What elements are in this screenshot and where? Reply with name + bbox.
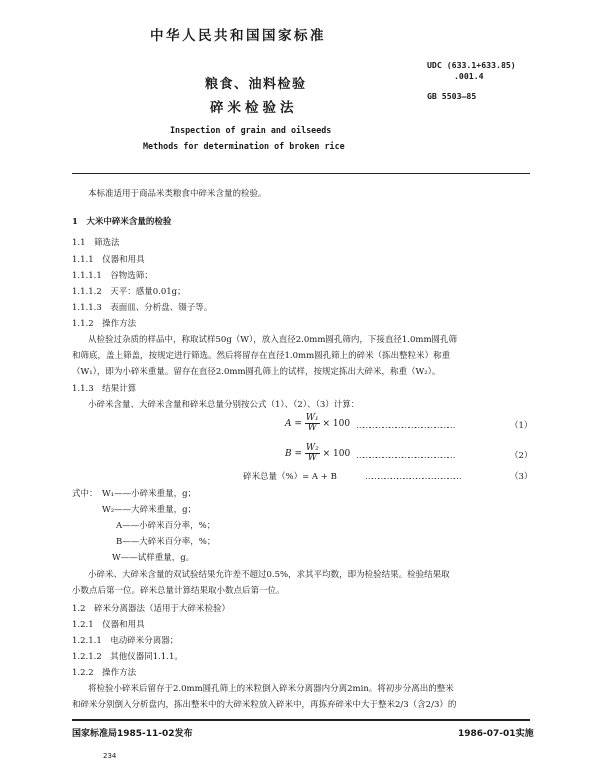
formula-1-denominator: W	[307, 423, 317, 433]
formula-3-number: （3）	[510, 472, 533, 482]
intro-paragraph: 本标准适用于商品米类粮食中碎米含量的检验。	[88, 189, 267, 199]
formula-1-fraction	[305, 414, 320, 433]
section-1-heading: 1 大米中碎米含量的检验	[72, 217, 172, 227]
method-line-1: 从检验过杂质的样品中，称取试样50g（W），放入直径2.0mm圆孔筛内，下接直径1.0mm圆孔筛	[88, 335, 458, 345]
gb-code: GB 5503—85	[427, 91, 477, 101]
formula-1	[285, 414, 350, 434]
udc-code-line1: UDC (633.1+633.85)	[427, 60, 516, 70]
formula-2-numerator: W₂	[305, 443, 319, 453]
formula-2-leader: ………………………………………	[356, 451, 454, 461]
tolerance-line-1: 小碎米、大碎米含量的双试验结果允许差不超过0.5%，求其平均数，即为检验结果。检验结果取	[88, 570, 450, 580]
formula-1-rhs: × 100	[322, 419, 351, 429]
formula-2-fraction	[305, 444, 320, 463]
effective-date: 1986-07-01实施	[458, 729, 534, 739]
operation-line-1: 将检验小碎米后留存于2.0mm圆孔筛上的米粒倒入碎米分离器内分离2min。将初步分离出的整米	[88, 684, 454, 694]
header-rule	[72, 173, 530, 174]
var-a: A——小碎米百分率，%；	[116, 521, 216, 531]
section-1-2-1: 1.2.1 仪器和用具	[72, 620, 145, 630]
formula-2-number: （2）	[510, 451, 533, 461]
formula-3: 碎米总量（%）= A + B	[243, 472, 337, 482]
where-label: 式中：	[72, 489, 98, 499]
var-w2: W₂——大碎米重量，g；	[102, 505, 197, 515]
footer-rule	[72, 719, 530, 721]
section-1-1-1-2: 1.1.1.2 天平：感量0.01g；	[72, 287, 186, 297]
section-1-1: 1.1 筛选法	[72, 238, 120, 248]
issued-date: 国家标准局1985-11-02发布	[72, 729, 193, 739]
doc-title-line1: 粮食、油料检验	[205, 77, 307, 92]
var-w: W——试样重量，g。	[112, 553, 195, 563]
standard-title: 中华人民共和国国家标准	[150, 28, 326, 44]
calc-intro: 小碎米含量、大碎米含量和碎米总量分别按公式（1）、（2）、（3）计算：	[88, 400, 360, 410]
operation-line-2: 和碎米分别倒入分析盘内，拣出整米中的大碎米粒放入碎米中，再拣弃碎米中大于整米2/3（含2/3）的	[72, 700, 457, 710]
formula-1-number: （1）	[510, 421, 533, 431]
formula-2-denominator: W	[307, 453, 317, 463]
formula-3-leader: ………………………………………	[365, 472, 460, 482]
section-1-1-2: 1.1.2 操作方法	[72, 319, 137, 329]
page-number: 234	[103, 752, 117, 760]
udc-code-line2: .001.4	[454, 71, 484, 81]
section-1-2-2: 1.2.2 操作方法	[72, 668, 137, 678]
var-b: B——大碎米百分率，%；	[116, 537, 216, 547]
english-title-line1: Inspection of grain and oilseeds	[170, 125, 332, 135]
method-line-2: 和筛底，盖上筛盖，按规定进行筛选。然后将留存在直径1.0mm圆孔筛上的碎米（拣出整粒米）称重	[72, 351, 451, 361]
english-title-line2: Methods for determination of broken rice	[143, 141, 345, 151]
formula-1-leader: ………………………………………	[356, 421, 454, 431]
section-1-2-1-1: 1.2.1.1 电动碎米分离器；	[72, 636, 179, 646]
section-1-1-1-1: 1.1.1.1 谷物选筛；	[72, 271, 153, 281]
section-1-2: 1.2 碎米分离器法（适用于大碎米检验）	[72, 604, 231, 614]
formula-2-lhs: B =	[285, 449, 303, 459]
doc-title-line2: 碎米检验法	[210, 100, 298, 116]
section-1-1-1: 1.1.1 仪器和用具	[72, 255, 145, 265]
section-1-1-3: 1.1.3 结果计算	[72, 384, 137, 394]
formula-2-rhs: × 100	[322, 449, 351, 459]
section-1-1-1-3: 1.1.1.3 表面皿、分析盘、镊子等。	[72, 303, 213, 313]
tolerance-line-2: 小数点后第一位。碎米总量计算结果取小数点后第一位。	[72, 586, 285, 596]
section-1-2-1-2: 1.2.1.2 其他仪器同1.1.1。	[72, 652, 183, 662]
formula-2	[285, 444, 350, 464]
var-w1: W₁——小碎米重量，g；	[102, 489, 197, 499]
formula-1-lhs: A =	[285, 419, 302, 429]
method-line-3: （W₁），即为小碎米重量。留存在直径2.0mm圆孔筛上的试样，按规定拣出大碎米，称重（W₂）。	[72, 367, 441, 377]
formula-1-numerator: W₁	[305, 413, 319, 423]
